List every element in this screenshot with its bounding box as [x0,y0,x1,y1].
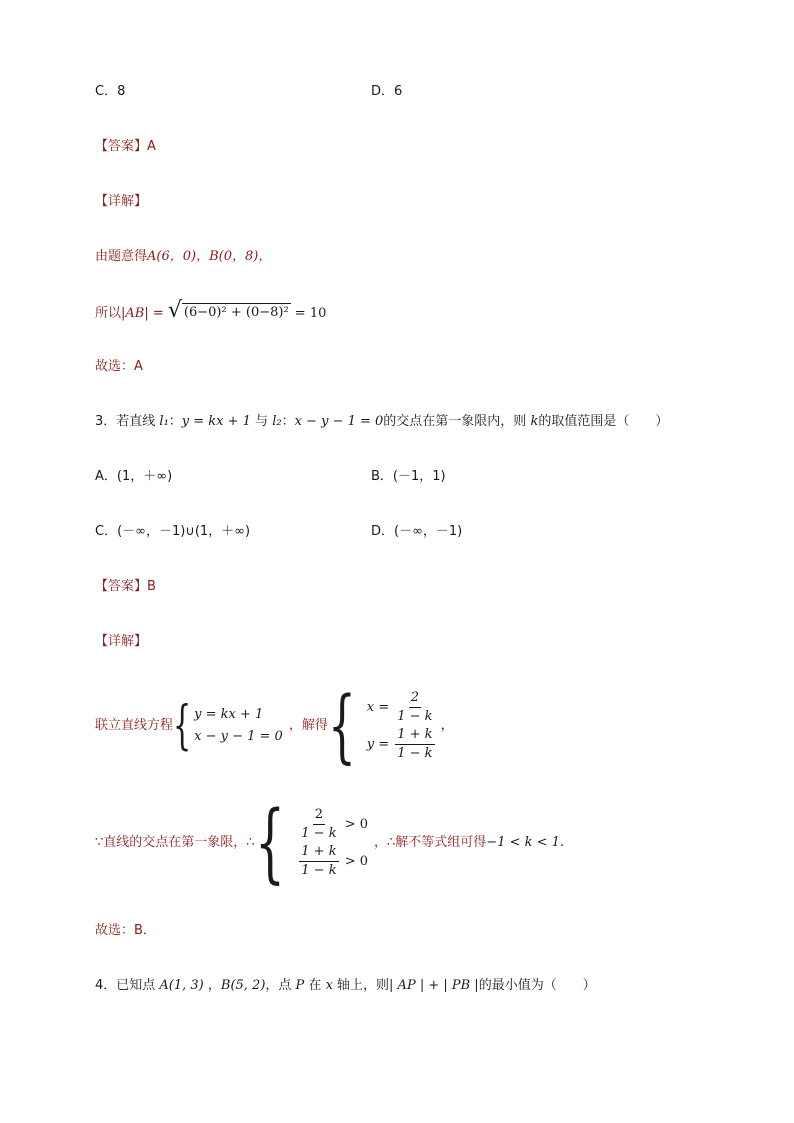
distance-prefix: 所以| [95,306,126,321]
system-row-1: y = kx + 1 [194,707,264,722]
question-4-stem [95,976,596,996]
solution-x [367,689,437,726]
equation-l1: y = kx + 1 [181,414,251,429]
system-row-2: x − y − 1 = 0 [194,729,283,744]
q4-text: 在 [304,978,326,993]
q4-text: 4．已知点 [95,978,160,993]
option-c: C．8 [95,84,126,99]
line-l2: l₂ [272,414,282,429]
option-d: D．6 [371,84,403,99]
distance-eq: | = [144,306,168,321]
solve-end: ， [440,718,454,733]
axis-x: x [325,978,333,993]
inequality-system [297,806,368,880]
line-l1: l₁ [159,414,169,429]
y-numerator: 1 + k [395,726,434,745]
detail-line-1 [95,247,271,267]
solve-mid: ，解得 [288,718,328,733]
x-lhs: x = [366,700,394,715]
q3-text: ： [168,414,182,429]
variable-k: k [530,414,539,429]
ineq1-rhs: > 0 [340,817,369,832]
sqrt-expression: √ (6−0)² + (0−8)² [167,298,289,323]
ineq1-numerator: 2 [313,806,325,825]
solve-prefix: 联立直线方程 [95,718,174,733]
point-b: B(5, 2) [220,978,266,993]
brace-icon: { [173,696,192,756]
q3-option-d: D．(－∞，－1) [371,524,463,539]
point-p: P [295,978,305,993]
q3-text: 3．若直线 [95,414,160,429]
system-equations [194,704,283,748]
q3-text: 与 [250,414,273,429]
q3-option-c: C．(－∞，－1)∪(1，＋∞) [95,524,251,539]
y-lhs: y = [366,737,394,752]
solution-system [367,689,437,763]
ineq-result: −1 < k < 1. [486,835,565,850]
q3-text: ： [281,414,295,429]
conclusion-3: 故选：B． [95,923,156,938]
question-3-stem [95,412,668,432]
q4-text: 轴上，则 [332,978,390,993]
ineq-prefix: ∵直线的交点在第一象限，∴ [95,835,255,850]
x-denominator: 1 − k [397,709,433,724]
inequality-1 [297,806,368,843]
solution-y [367,726,437,763]
q4-text: 的最小值为（ ） [478,978,596,993]
segment-ab: AB [125,306,145,321]
ineq1-denominator: 1 − k [301,826,337,841]
detail-label: 【详解】 [95,194,148,209]
q3-option-a: A．(1，＋∞) [95,469,173,484]
conclusion-1: 故选：A [95,359,143,374]
ineq2-rhs: > 0 [340,854,369,869]
y-denominator: 1 − k [397,746,433,761]
q3-text: 的交点在第一象限内，则 [383,414,531,429]
x-numerator: 2 [409,689,421,708]
inequality-2 [297,843,368,880]
q4-text: ，点 [265,978,296,993]
distance-line [95,300,326,324]
q3-text: 的取值范围是（ ） [538,414,669,429]
distance-sum: | AP | + | PB | [389,978,479,993]
equation-l2: x − y − 1 = 0 [294,414,384,429]
ineq2-denominator: 1 − k [301,863,337,878]
brace-icon: { [254,793,285,893]
detail-text: 由题意得 [95,249,148,264]
distance-result: = 10 [290,306,327,321]
solve-line [95,679,454,772]
ineq-mid: ，∴解不等式组可得 [374,835,487,850]
detail-label-3: 【详解】 [95,634,148,649]
q4-text: ， [203,978,221,993]
answer-label-3: 【答案】B [95,579,156,594]
brace-icon: { [327,679,356,772]
inequality-line [95,793,565,893]
point-a: A(1, 3) [159,978,204,993]
q3-option-b: B．(－1，1) [371,469,446,484]
ineq2-numerator: 1 + k [299,843,338,862]
points-ab: A(6，0)，B(0，8)， [147,249,272,264]
radicand: (6−0)² + (0−8)² [183,305,289,320]
answer-label: 【答案】A [95,139,156,154]
